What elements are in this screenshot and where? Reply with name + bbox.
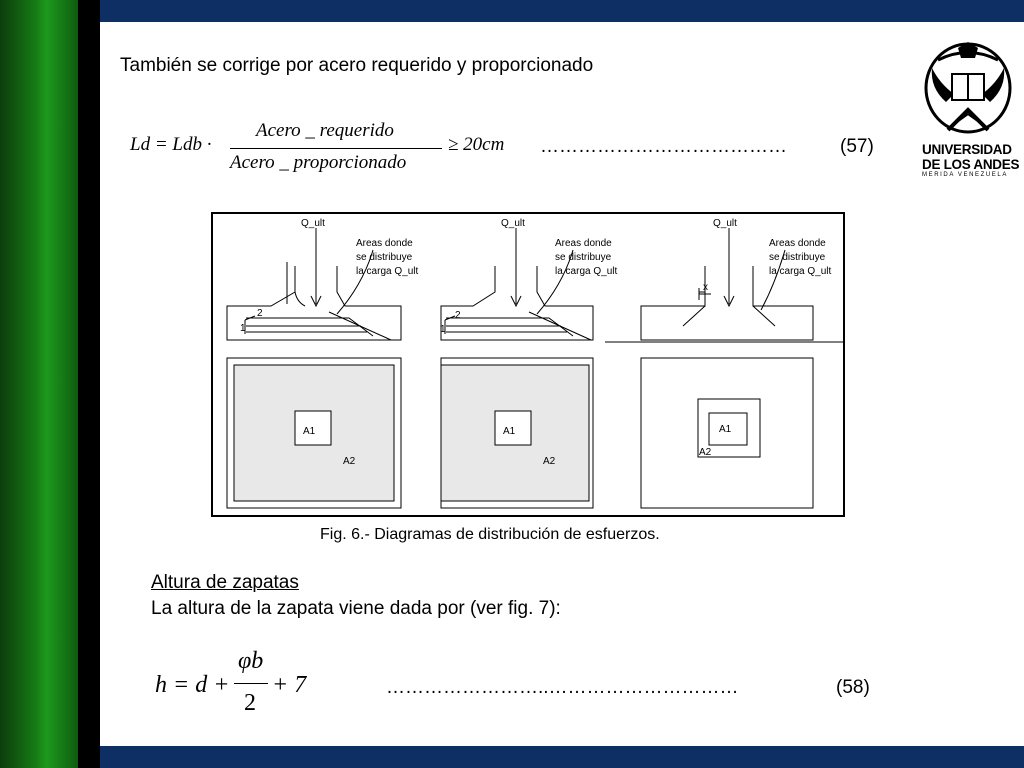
stress-distribution-diagram <box>213 214 843 515</box>
eq57-denominator: Acero _ proporcionado <box>230 152 407 173</box>
eq58-lhs: h = d + <box>155 672 230 698</box>
top-band <box>100 0 1024 22</box>
shield-icon <box>918 40 1018 140</box>
slope-rise-2: 1 <box>440 324 446 335</box>
bottom-band <box>100 746 1024 768</box>
a2-label-1: A2 <box>343 456 356 467</box>
areas-label-1a: Areas donde <box>356 238 413 249</box>
logo-text-line3: MERIDA VENEZUELA <box>922 172 1008 178</box>
slope-run-2: 2 <box>455 310 461 321</box>
eq58-rhs: + 7 <box>272 672 307 698</box>
q-label-2: Q_ult <box>501 218 525 229</box>
a2-label-2: A2 <box>543 456 556 467</box>
a1-label-2: A1 <box>503 426 516 437</box>
eq57-numerator: Acero _ requerido <box>256 120 394 141</box>
eq57-fraction-bar <box>230 148 442 149</box>
eq57-lhs: Ld = Ldb · <box>130 134 212 155</box>
q-label-3: Q_ult <box>713 218 737 229</box>
figure-frame <box>211 212 845 517</box>
left-black-bar <box>78 0 100 768</box>
section-heading: Altura de zapatas <box>151 572 299 593</box>
areas-label-2b: se distribuye <box>555 252 612 263</box>
x-label: x <box>703 282 708 293</box>
a2-label-3: A2 <box>699 447 712 458</box>
eq58-denominator: 2 <box>244 690 256 716</box>
areas-label-2c: la carga Q_ult <box>555 266 618 277</box>
eq57-number: (57) <box>840 136 874 157</box>
a1-label-1: A1 <box>303 426 316 437</box>
eq57-rhs: ≥ 20cm <box>448 134 505 155</box>
eq58-number: (58) <box>836 677 870 698</box>
areas-label-2a: Areas donde <box>555 238 612 249</box>
eq57-dots: ………………………………… <box>540 136 787 157</box>
areas-label-3b: se distribuye <box>769 252 826 263</box>
left-green-bar <box>0 0 78 768</box>
areas-label-1b: se distribuye <box>356 252 413 263</box>
eq58-numerator: φb <box>238 648 264 674</box>
areas-label-3c: la carga Q_ult <box>769 266 832 277</box>
slope-rise-1: 1 <box>240 323 246 334</box>
intro-text: También se corrige por acero requerido y proporcionado <box>120 55 594 76</box>
areas-label-3a: Areas donde <box>769 238 826 249</box>
areas-label-1c: la carga Q_ult <box>356 266 419 277</box>
eq58-dots: ……………………..………………………… <box>386 677 739 698</box>
logo-text-line1: UNIVERSIDAD <box>922 142 1012 157</box>
q-label-1: Q_ult <box>301 218 325 229</box>
eq58-fraction-bar <box>234 683 268 684</box>
logo-text-line2: DE LOS ANDES <box>922 157 1020 172</box>
section-body: La altura de la zapata viene dada por (ver fig. 7): <box>151 598 561 619</box>
slope-run-1: 2 <box>257 308 263 319</box>
a1-label-3: A1 <box>719 424 732 435</box>
figure-caption: Fig. 6.- Diagramas de distribución de esfuerzos. <box>320 526 660 543</box>
